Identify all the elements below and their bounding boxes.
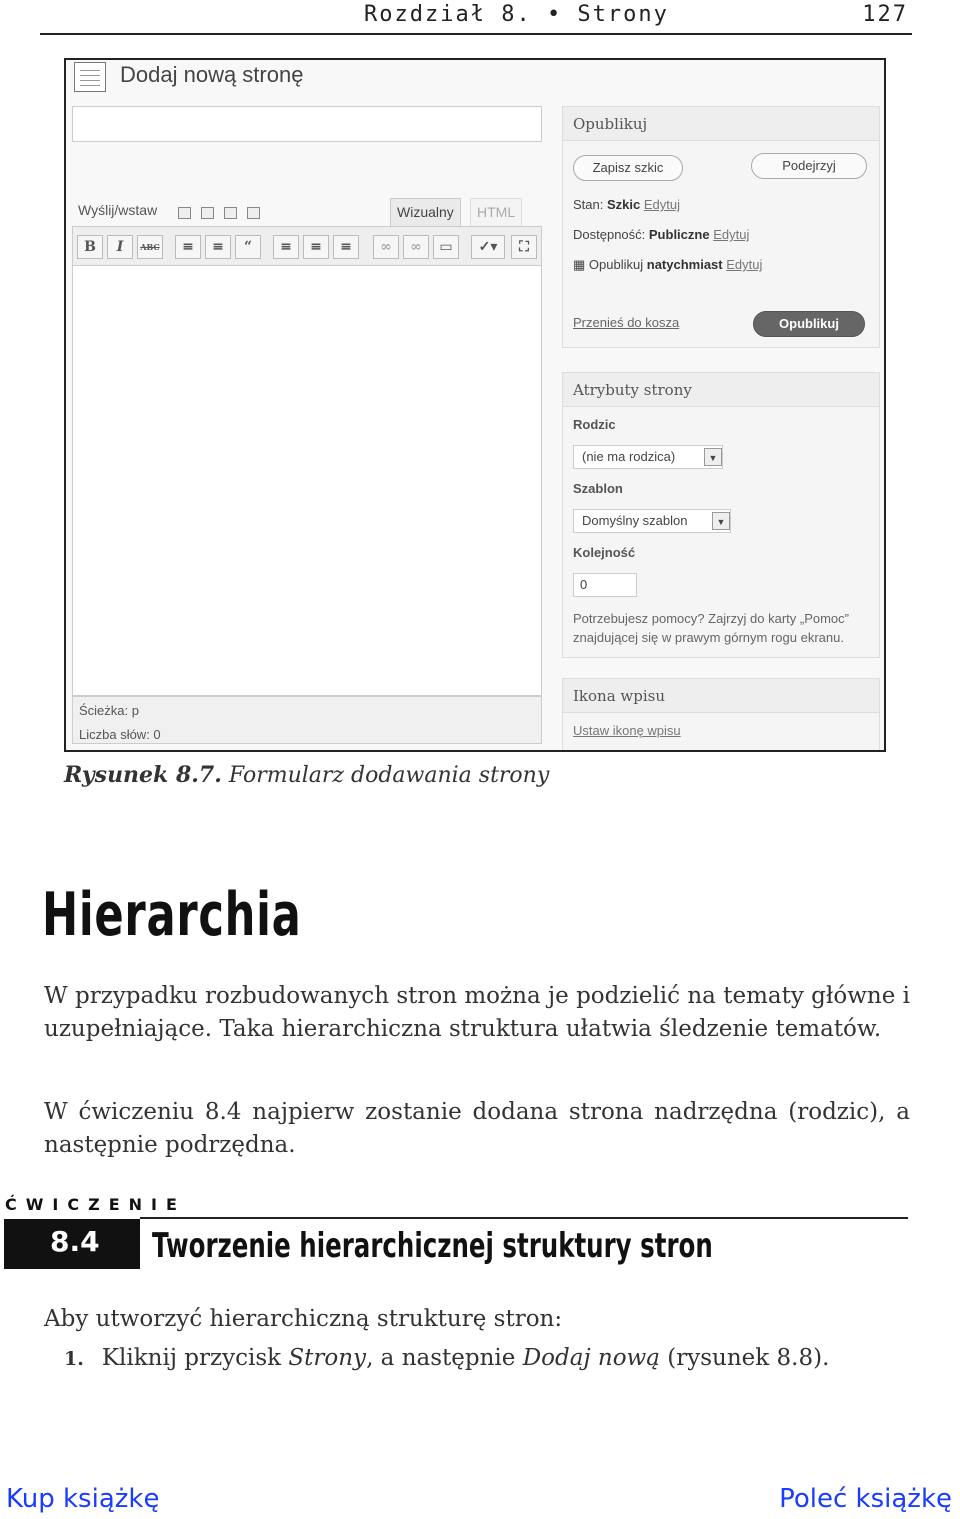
exercise-intro: Aby utworzyć hierarchiczną strukturę stron: [44,1306,563,1332]
tab-visual[interactable]: Wizualny [390,198,461,226]
visibility-edit-link[interactable]: Edytuj [713,227,750,242]
blockquote-button[interactable]: “ [235,235,261,259]
parent-value: (nie ma rodzica) [582,449,676,464]
word-count: Liczba słów: 0 [79,727,161,742]
preview-button[interactable]: Podejrzyj [751,153,867,179]
bullet-list-icon[interactable]: ≡ [175,235,201,259]
title-input[interactable] [72,106,542,142]
exercise-number: 8.4 [50,1225,100,1258]
featured-image-box [562,678,880,752]
video-icon[interactable] [201,207,214,219]
visibility-label: Dostępność: [573,227,646,242]
schedule-label: Opublikuj [588,257,644,272]
thumbnail-heading[interactable]: Ikona wpisu [563,679,879,713]
schedule-edit-link[interactable]: Edytuj [726,257,763,272]
figure-caption [64,762,549,788]
fullscreen-icon[interactable]: ⛶ [511,235,537,259]
running-header [364,0,910,32]
align-center-icon[interactable]: ≡ [303,235,329,259]
header-rule [40,33,912,35]
chapter-title: Rozdział 8. • Strony [364,2,669,27]
order-label: Kolejność [573,545,636,560]
image-icon[interactable] [178,207,191,219]
calendar-icon: ▦ [573,257,586,272]
help-text: Potrzebujesz pomocy? Zajrzyj do karty „Pomoc” znajdującej się w prawym górnym rogu ekranu. [573,611,849,645]
template-select[interactable] [573,509,731,533]
tab-html[interactable]: HTML [470,198,522,226]
italic-button[interactable]: I [107,235,133,259]
path-label: Ścieżka: p [79,703,139,718]
strikethrough-button[interactable]: ABC [137,235,163,259]
paragraph-2: W ćwiczeniu 8.4 najpierw zostanie dodana strona nadrzędna (rodzic), a następnie podrzędna. [44,1099,910,1158]
trash-link[interactable]: Przenieś do kosza [573,315,680,330]
step-text-post: (rysunek 8.8). [659,1345,830,1371]
status-edit-link[interactable]: Edytuj [643,197,680,212]
attributes-heading[interactable]: Atrybuty strony [563,373,879,407]
spellcheck-icon[interactable]: ✓▾ [471,235,505,259]
schedule-line [573,257,762,273]
parent-label: Rodzic [573,417,616,432]
numbered-list-icon[interactable]: ≡ [205,235,231,259]
exercise-title: Tworzenie hierarchicznej struktury stron [152,1226,713,1266]
chevron-down-icon: ▼ [704,448,722,466]
editor-toolbar [72,226,542,266]
template-value: Domyślny szablon [582,513,688,528]
editor-status-bar [72,696,542,744]
pages-icon [74,62,106,92]
step-text-pre: Kliknij przycisk [101,1345,289,1371]
publish-heading[interactable]: Opublikuj [563,107,879,141]
bold-button[interactable]: B [77,235,103,259]
publish-box [562,106,880,348]
page-number: 127 [862,2,908,27]
exercise-rule [140,1217,908,1219]
section-heading: Hierarchia [42,880,302,950]
screen-title: Dodaj nową stronę [120,62,304,87]
media-icons [178,206,270,224]
recommend-book-link[interactable]: Poleć książkę [779,1484,952,1514]
more-tag-icon[interactable]: ▭ [433,235,459,259]
publish-button[interactable]: Opublikuj [753,311,865,337]
step-text-mid: , a następnie [366,1345,523,1371]
status-line [573,197,680,212]
link-icon[interactable]: ∞ [373,235,399,259]
upload-label: Wyślij/wstaw [78,202,158,218]
caption-label: Rysunek 8.7. [64,762,222,788]
step-number: 1. [64,1348,84,1370]
align-right-icon[interactable]: ≡ [333,235,359,259]
template-label: Szablon [573,481,623,496]
order-input[interactable]: 0 [573,573,637,597]
unlink-icon[interactable]: ∞ [403,235,429,259]
chevron-down-icon: ▼ [712,512,730,530]
visibility-line [573,227,749,242]
status-label: Stan: [573,197,604,212]
buy-book-link[interactable]: Kup książkę [6,1484,160,1514]
caption-text: Formularz dodawania strony [228,763,550,788]
set-thumbnail-link[interactable]: Ustaw ikonę wpisu [573,723,681,738]
parent-select[interactable] [573,445,723,469]
paragraph-1: W przypadku rozbudowanych stron można je podzielić na tematy główne i uzupełniające. Taka hierarchiczna struktura ułatwia śledzenie tematów. [44,983,910,1042]
exercise-number-box [4,1219,140,1269]
editor-area[interactable] [72,226,542,696]
schedule-value: natychmiast [646,257,723,272]
step-em-strony: Strony [288,1345,367,1371]
align-left-icon[interactable]: ≡ [273,235,299,259]
step-em-dodaj: Dodaj nową [522,1345,660,1371]
figure-screenshot [64,58,886,752]
step-1 [64,1345,829,1371]
visibility-value: Publiczne [648,227,710,242]
save-draft-button[interactable]: Zapisz szkic [573,155,683,181]
page-attributes-box [562,372,880,658]
music-icon[interactable] [224,207,237,219]
status-value: Szkic [606,197,641,212]
exercise-label: ĆWICZENIE [5,1195,186,1214]
media-gear-icon[interactable] [247,207,260,219]
